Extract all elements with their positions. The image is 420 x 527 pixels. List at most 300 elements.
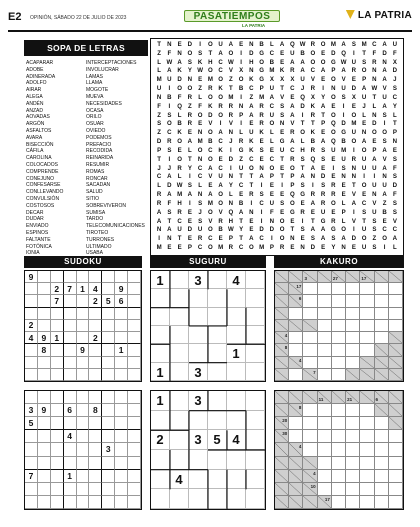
sudoku-cell[interactable] <box>102 308 115 320</box>
suguru-cell[interactable] <box>170 391 189 411</box>
kakuro-cell[interactable] <box>332 457 346 470</box>
suguru-cell[interactable]: 4 <box>170 470 189 490</box>
kakuro-cell[interactable] <box>346 457 360 470</box>
kakuro-cell[interactable] <box>318 369 332 381</box>
sudoku-cell[interactable] <box>89 483 102 496</box>
sudoku-cell[interactable] <box>77 369 90 381</box>
sudoku-cell[interactable] <box>51 470 64 483</box>
kakuro-cell[interactable] <box>346 357 360 369</box>
suguru-cell[interactable] <box>246 363 265 381</box>
sudoku-cell[interactable] <box>38 308 51 320</box>
suguru-cell[interactable] <box>208 326 227 344</box>
sudoku-cell[interactable] <box>25 457 38 470</box>
kakuro-cell[interactable] <box>346 332 360 344</box>
kakuro-cell[interactable] <box>375 417 389 430</box>
kakuro-cell[interactable] <box>375 496 389 509</box>
suguru-cell[interactable]: 4 <box>227 271 246 289</box>
sudoku-cell[interactable]: 3 <box>25 404 38 417</box>
kakuro-cell[interactable] <box>318 483 332 496</box>
kakuro-cell[interactable] <box>389 457 403 470</box>
kakuro-cell[interactable] <box>303 308 317 320</box>
sudoku-cell[interactable] <box>77 443 90 456</box>
suguru-cell[interactable] <box>246 271 265 289</box>
sudoku-cell[interactable]: 5 <box>25 417 38 430</box>
suguru-cell[interactable] <box>227 450 246 470</box>
sudoku-cell[interactable] <box>38 496 51 509</box>
sudoku-cell[interactable] <box>51 357 64 369</box>
suguru-cell[interactable] <box>170 289 189 307</box>
kakuro-cell[interactable] <box>332 308 346 320</box>
kakuro-cell[interactable] <box>303 357 317 369</box>
sudoku-cell[interactable] <box>128 295 141 307</box>
sudoku-cell[interactable] <box>115 483 128 496</box>
suguru-cell[interactable] <box>227 363 246 381</box>
sudoku-cell[interactable] <box>128 283 141 295</box>
suguru-cell[interactable] <box>189 344 208 362</box>
sudoku-cell[interactable] <box>89 417 102 430</box>
sudoku-cell[interactable] <box>102 283 115 295</box>
sudoku-cell[interactable] <box>64 320 77 332</box>
sudoku-cell[interactable] <box>25 496 38 509</box>
kakuro-cell[interactable] <box>346 344 360 356</box>
sudoku-cell[interactable] <box>89 470 102 483</box>
sudoku-cell[interactable] <box>102 357 115 369</box>
suguru-cell[interactable] <box>246 411 265 431</box>
kakuro-cell[interactable] <box>375 320 389 332</box>
kakuro-cell[interactable] <box>289 430 303 443</box>
kakuro-cell[interactable] <box>375 283 389 295</box>
kakuro-cell[interactable] <box>389 320 403 332</box>
suguru-cell[interactable]: 3 <box>189 430 208 450</box>
suguru-cell[interactable] <box>208 344 227 362</box>
suguru-cell[interactable] <box>189 308 208 326</box>
sudoku-cell[interactable]: 2 <box>51 283 64 295</box>
kakuro-cell[interactable] <box>346 470 360 483</box>
sudoku-cell[interactable] <box>115 417 128 430</box>
sudoku-cell[interactable] <box>102 483 115 496</box>
sudoku-cell[interactable] <box>115 404 128 417</box>
sudoku-cell[interactable] <box>64 295 77 307</box>
kakuro-cell[interactable] <box>346 320 360 332</box>
sudoku-cell[interactable] <box>25 483 38 496</box>
suguru-cell[interactable]: 1 <box>151 271 170 289</box>
kakuro-cell[interactable] <box>360 295 374 307</box>
sudoku-cell[interactable] <box>115 496 128 509</box>
sudoku-cell[interactable] <box>102 391 115 404</box>
kakuro-cell[interactable] <box>360 443 374 456</box>
sudoku-cell[interactable] <box>25 308 38 320</box>
sudoku-cell[interactable]: 1 <box>51 332 64 344</box>
kakuro-cell[interactable] <box>360 332 374 344</box>
sudoku-cell[interactable] <box>89 344 102 356</box>
kakuro-cell[interactable] <box>360 430 374 443</box>
kakuro-cell[interactable] <box>332 295 346 307</box>
suguru-cell[interactable] <box>246 344 265 362</box>
sudoku-cell[interactable] <box>115 308 128 320</box>
sudoku-cell[interactable] <box>51 417 64 430</box>
sudoku-cell[interactable] <box>51 443 64 456</box>
kakuro-cell[interactable] <box>360 417 374 430</box>
sudoku-cell[interactable] <box>128 344 141 356</box>
sudoku-cell[interactable] <box>77 417 90 430</box>
sudoku-cell[interactable] <box>102 320 115 332</box>
kakuro-cell[interactable] <box>318 470 332 483</box>
kakuro-cell[interactable] <box>375 483 389 496</box>
suguru-cell[interactable] <box>227 470 246 490</box>
sudoku-cell[interactable]: 1 <box>64 470 77 483</box>
suguru-cell[interactable] <box>189 489 208 509</box>
kakuro-cell[interactable] <box>332 443 346 456</box>
kakuro-cell[interactable] <box>289 417 303 430</box>
sudoku-cell[interactable] <box>89 430 102 443</box>
kakuro-cell[interactable] <box>332 496 346 509</box>
sudoku-cell[interactable] <box>38 320 51 332</box>
kakuro-cell[interactable] <box>360 457 374 470</box>
kakuro-cell[interactable] <box>360 483 374 496</box>
kakuro-cell[interactable] <box>360 308 374 320</box>
kakuro-cell[interactable] <box>332 483 346 496</box>
sudoku-cell[interactable]: 9 <box>115 283 128 295</box>
sudoku-cell[interactable] <box>38 443 51 456</box>
sudoku-cell[interactable] <box>38 271 51 283</box>
sudoku-cell[interactable] <box>115 271 128 283</box>
sudoku-cell[interactable]: 7 <box>64 283 77 295</box>
kakuro-cell[interactable] <box>289 332 303 344</box>
kakuro-cell[interactable] <box>346 283 360 295</box>
sudoku-cell[interactable] <box>51 430 64 443</box>
sudoku-cell[interactable] <box>77 295 90 307</box>
kakuro-cell[interactable] <box>346 443 360 456</box>
suguru-cell[interactable] <box>151 470 170 490</box>
suguru-cell[interactable] <box>170 308 189 326</box>
sudoku-cell[interactable] <box>51 483 64 496</box>
sudoku-cell[interactable] <box>64 483 77 496</box>
sudoku-cell[interactable] <box>128 404 141 417</box>
sudoku-cell[interactable] <box>115 369 128 381</box>
sudoku-cell[interactable] <box>128 357 141 369</box>
kakuro-cell[interactable] <box>318 443 332 456</box>
kakuro-cell[interactable] <box>332 332 346 344</box>
sudoku-cell[interactable] <box>77 391 90 404</box>
suguru-cell[interactable] <box>246 470 265 490</box>
sudoku-cell[interactable] <box>77 308 90 320</box>
suguru-cell[interactable] <box>208 391 227 411</box>
sudoku-cell[interactable] <box>102 417 115 430</box>
kakuro-cell[interactable] <box>303 430 317 443</box>
suguru-cell[interactable] <box>189 326 208 344</box>
sudoku-cell[interactable] <box>64 344 77 356</box>
sudoku-cell[interactable] <box>25 295 38 307</box>
sudoku-cell[interactable] <box>38 369 51 381</box>
sudoku-cell[interactable] <box>64 357 77 369</box>
sudoku-cell[interactable] <box>115 357 128 369</box>
sudoku-cell[interactable] <box>77 271 90 283</box>
sudoku-cell[interactable]: 3 <box>102 443 115 456</box>
kakuro-cell[interactable] <box>318 332 332 344</box>
suguru-cell[interactable] <box>170 363 189 381</box>
kakuro-cell[interactable] <box>360 496 374 509</box>
suguru-cell[interactable] <box>246 489 265 509</box>
kakuro-cell[interactable] <box>318 344 332 356</box>
sudoku-cell[interactable] <box>128 430 141 443</box>
sudoku-cell[interactable] <box>51 320 64 332</box>
suguru-cell[interactable] <box>208 411 227 431</box>
sudoku-cell[interactable]: 8 <box>89 404 102 417</box>
sudoku-cell[interactable] <box>51 391 64 404</box>
kakuro-cell[interactable] <box>332 470 346 483</box>
sudoku-cell[interactable] <box>51 369 64 381</box>
sudoku-cell[interactable] <box>89 271 102 283</box>
sudoku-cell[interactable] <box>77 320 90 332</box>
sudoku-cell[interactable] <box>38 457 51 470</box>
sudoku-cell[interactable] <box>38 295 51 307</box>
kakuro-cell[interactable] <box>289 369 303 381</box>
sudoku-cell[interactable] <box>77 430 90 443</box>
kakuro-cell[interactable] <box>346 496 360 509</box>
sudoku-cell[interactable]: 9 <box>25 271 38 283</box>
sudoku-cell[interactable] <box>128 417 141 430</box>
sudoku-cell[interactable] <box>64 369 77 381</box>
sudoku-cell[interactable] <box>25 430 38 443</box>
sudoku-cell[interactable] <box>89 457 102 470</box>
suguru-cell[interactable] <box>170 450 189 470</box>
kakuro-cell[interactable] <box>389 308 403 320</box>
sudoku-cell[interactable]: 4 <box>25 332 38 344</box>
kakuro-cell[interactable] <box>375 457 389 470</box>
kakuro-cell[interactable] <box>332 369 346 381</box>
sudoku-cell[interactable] <box>115 470 128 483</box>
sudoku-cell[interactable] <box>38 430 51 443</box>
kakuro-cell[interactable] <box>332 357 346 369</box>
suguru-cell[interactable]: 1 <box>227 344 246 362</box>
suguru-cell[interactable]: 3 <box>189 363 208 381</box>
sudoku-cell[interactable] <box>25 443 38 456</box>
sudoku-cell[interactable] <box>51 344 64 356</box>
sudoku-cell[interactable] <box>102 332 115 344</box>
suguru-cell[interactable] <box>170 344 189 362</box>
sudoku-cell[interactable] <box>38 470 51 483</box>
sudoku-cell[interactable] <box>77 483 90 496</box>
sudoku-cell[interactable]: 4 <box>64 430 77 443</box>
sudoku-cell[interactable] <box>115 430 128 443</box>
kakuro-cell[interactable] <box>360 344 374 356</box>
sudoku-cell[interactable] <box>102 496 115 509</box>
sudoku-cell[interactable] <box>25 357 38 369</box>
sudoku-cell[interactable]: 6 <box>64 404 77 417</box>
suguru-cell[interactable]: 2 <box>151 430 170 450</box>
suguru-cell[interactable] <box>208 308 227 326</box>
kakuro-cell[interactable] <box>303 443 317 456</box>
suguru-cell[interactable] <box>246 326 265 344</box>
suguru-cell[interactable] <box>246 450 265 470</box>
kakuro-cell[interactable] <box>375 332 389 344</box>
sudoku-cell[interactable] <box>128 320 141 332</box>
sudoku-cell[interactable] <box>51 404 64 417</box>
kakuro-cell[interactable] <box>389 443 403 456</box>
suguru-cell[interactable] <box>227 308 246 326</box>
kakuro-cell[interactable] <box>332 283 346 295</box>
kakuro-cell[interactable] <box>303 332 317 344</box>
suguru-cell[interactable] <box>151 308 170 326</box>
sudoku-cell[interactable] <box>115 457 128 470</box>
sudoku-cell[interactable] <box>89 369 102 381</box>
suguru-cell[interactable] <box>189 450 208 470</box>
sudoku-cell[interactable] <box>64 457 77 470</box>
sudoku-cell[interactable]: 2 <box>89 295 102 307</box>
sudoku-cell[interactable] <box>102 404 115 417</box>
sudoku-cell[interactable] <box>102 344 115 356</box>
sudoku-cell[interactable] <box>89 443 102 456</box>
sudoku-cell[interactable] <box>64 443 77 456</box>
suguru-cell[interactable] <box>151 450 170 470</box>
sudoku-cell[interactable]: 4 <box>89 283 102 295</box>
sudoku-cell[interactable] <box>102 430 115 443</box>
sudoku-cell[interactable] <box>128 369 141 381</box>
sudoku-cell[interactable] <box>128 483 141 496</box>
sudoku-cell[interactable] <box>64 332 77 344</box>
sudoku-cell[interactable] <box>128 470 141 483</box>
sudoku-cell[interactable] <box>64 417 77 430</box>
suguru-cell[interactable] <box>208 289 227 307</box>
sudoku-cell[interactable]: 1 <box>77 283 90 295</box>
sudoku-cell[interactable] <box>64 308 77 320</box>
sudoku-cell[interactable]: 7 <box>51 295 64 307</box>
kakuro-cell[interactable] <box>360 283 374 295</box>
kakuro-cell[interactable] <box>289 344 303 356</box>
sudoku-cell[interactable] <box>89 308 102 320</box>
sudoku-cell[interactable] <box>25 391 38 404</box>
sudoku-cell[interactable] <box>128 332 141 344</box>
kakuro-cell[interactable] <box>303 283 317 295</box>
sudoku-cell[interactable] <box>51 496 64 509</box>
sudoku-cell[interactable] <box>89 357 102 369</box>
suguru-cell[interactable]: 1 <box>151 363 170 381</box>
kakuro-cell[interactable] <box>360 470 374 483</box>
sudoku-cell[interactable]: 2 <box>25 320 38 332</box>
sudoku-cell[interactable]: 1 <box>115 344 128 356</box>
suguru-cell[interactable] <box>208 470 227 490</box>
suguru-cell[interactable] <box>227 411 246 431</box>
sudoku-cell[interactable] <box>102 271 115 283</box>
sudoku-cell[interactable] <box>128 457 141 470</box>
sudoku-cell[interactable]: 9 <box>38 404 51 417</box>
sudoku-cell[interactable] <box>77 404 90 417</box>
sudoku-cell[interactable] <box>128 391 141 404</box>
suguru-cell[interactable] <box>151 289 170 307</box>
kakuro-cell[interactable] <box>346 295 360 307</box>
kakuro-cell[interactable] <box>360 320 374 332</box>
sudoku-cell[interactable]: 8 <box>38 344 51 356</box>
kakuro-cell[interactable] <box>346 417 360 430</box>
kakuro-cell[interactable] <box>303 417 317 430</box>
kakuro-cell[interactable] <box>289 308 303 320</box>
sudoku-cell[interactable] <box>38 391 51 404</box>
kakuro-cell[interactable] <box>332 430 346 443</box>
suguru-cell[interactable]: 4 <box>227 430 246 450</box>
suguru-cell[interactable] <box>227 489 246 509</box>
sudoku-cell[interactable] <box>25 283 38 295</box>
suguru-cell[interactable] <box>246 289 265 307</box>
kakuro-cell[interactable] <box>346 430 360 443</box>
kakuro-cell[interactable] <box>375 470 389 483</box>
suguru-cell[interactable] <box>227 289 246 307</box>
kakuro-cell[interactable] <box>389 496 403 509</box>
suguru-cell[interactable] <box>227 391 246 411</box>
suguru-cell[interactable] <box>151 489 170 509</box>
sudoku-cell[interactable] <box>115 320 128 332</box>
kakuro-cell[interactable] <box>332 320 346 332</box>
kakuro-cell[interactable] <box>318 430 332 443</box>
suguru-cell[interactable] <box>189 411 208 431</box>
sudoku-cell[interactable] <box>115 332 128 344</box>
kakuro-cell[interactable] <box>389 283 403 295</box>
kakuro-cell[interactable] <box>375 430 389 443</box>
kakuro-cell[interactable] <box>375 308 389 320</box>
sudoku-cell[interactable]: 9 <box>77 344 90 356</box>
sudoku-cell[interactable] <box>102 470 115 483</box>
sudoku-cell[interactable] <box>89 320 102 332</box>
suguru-cell[interactable] <box>227 326 246 344</box>
suguru-cell[interactable] <box>170 326 189 344</box>
suguru-cell[interactable] <box>151 326 170 344</box>
sudoku-cell[interactable] <box>38 283 51 295</box>
kakuro-cell[interactable] <box>318 295 332 307</box>
sudoku-cell[interactable] <box>51 271 64 283</box>
sudoku-cell[interactable] <box>128 308 141 320</box>
sudoku-cell[interactable]: 7 <box>25 470 38 483</box>
suguru-cell[interactable] <box>151 411 170 431</box>
suguru-cell[interactable] <box>208 450 227 470</box>
kakuro-cell[interactable] <box>318 417 332 430</box>
kakuro-cell[interactable] <box>303 295 317 307</box>
sudoku-cell[interactable] <box>64 496 77 509</box>
sudoku-cell[interactable] <box>51 308 64 320</box>
sudoku-cell[interactable] <box>102 457 115 470</box>
kakuro-cell[interactable] <box>332 344 346 356</box>
sudoku-cell[interactable] <box>64 391 77 404</box>
sudoku-cell[interactable] <box>128 496 141 509</box>
kakuro-cell[interactable] <box>389 470 403 483</box>
kakuro-cell[interactable] <box>360 404 374 417</box>
sudoku-cell[interactable] <box>89 391 102 404</box>
sudoku-cell[interactable] <box>64 271 77 283</box>
kakuro-cell[interactable] <box>318 283 332 295</box>
suguru-cell[interactable] <box>189 470 208 490</box>
kakuro-cell[interactable] <box>389 430 403 443</box>
kakuro-cell[interactable] <box>346 483 360 496</box>
kakuro-cell[interactable] <box>332 404 346 417</box>
suguru-cell[interactable] <box>170 489 189 509</box>
kakuro-cell[interactable] <box>346 404 360 417</box>
sudoku-cell[interactable] <box>115 391 128 404</box>
suguru-cell[interactable] <box>208 363 227 381</box>
kakuro-cell[interactable] <box>332 417 346 430</box>
kakuro-cell[interactable] <box>375 443 389 456</box>
suguru-cell[interactable] <box>151 344 170 362</box>
sudoku-cell[interactable] <box>77 496 90 509</box>
sudoku-cell[interactable]: 5 <box>102 295 115 307</box>
suguru-cell[interactable] <box>246 391 265 411</box>
sudoku-cell[interactable]: 9 <box>38 332 51 344</box>
kakuro-cell[interactable] <box>389 483 403 496</box>
sudoku-cell[interactable] <box>89 496 102 509</box>
sudoku-cell[interactable] <box>38 357 51 369</box>
kakuro-cell[interactable] <box>318 357 332 369</box>
kakuro-cell[interactable] <box>303 344 317 356</box>
kakuro-cell[interactable] <box>318 308 332 320</box>
kakuro-cell[interactable] <box>318 404 332 417</box>
sudoku-cell[interactable] <box>51 457 64 470</box>
